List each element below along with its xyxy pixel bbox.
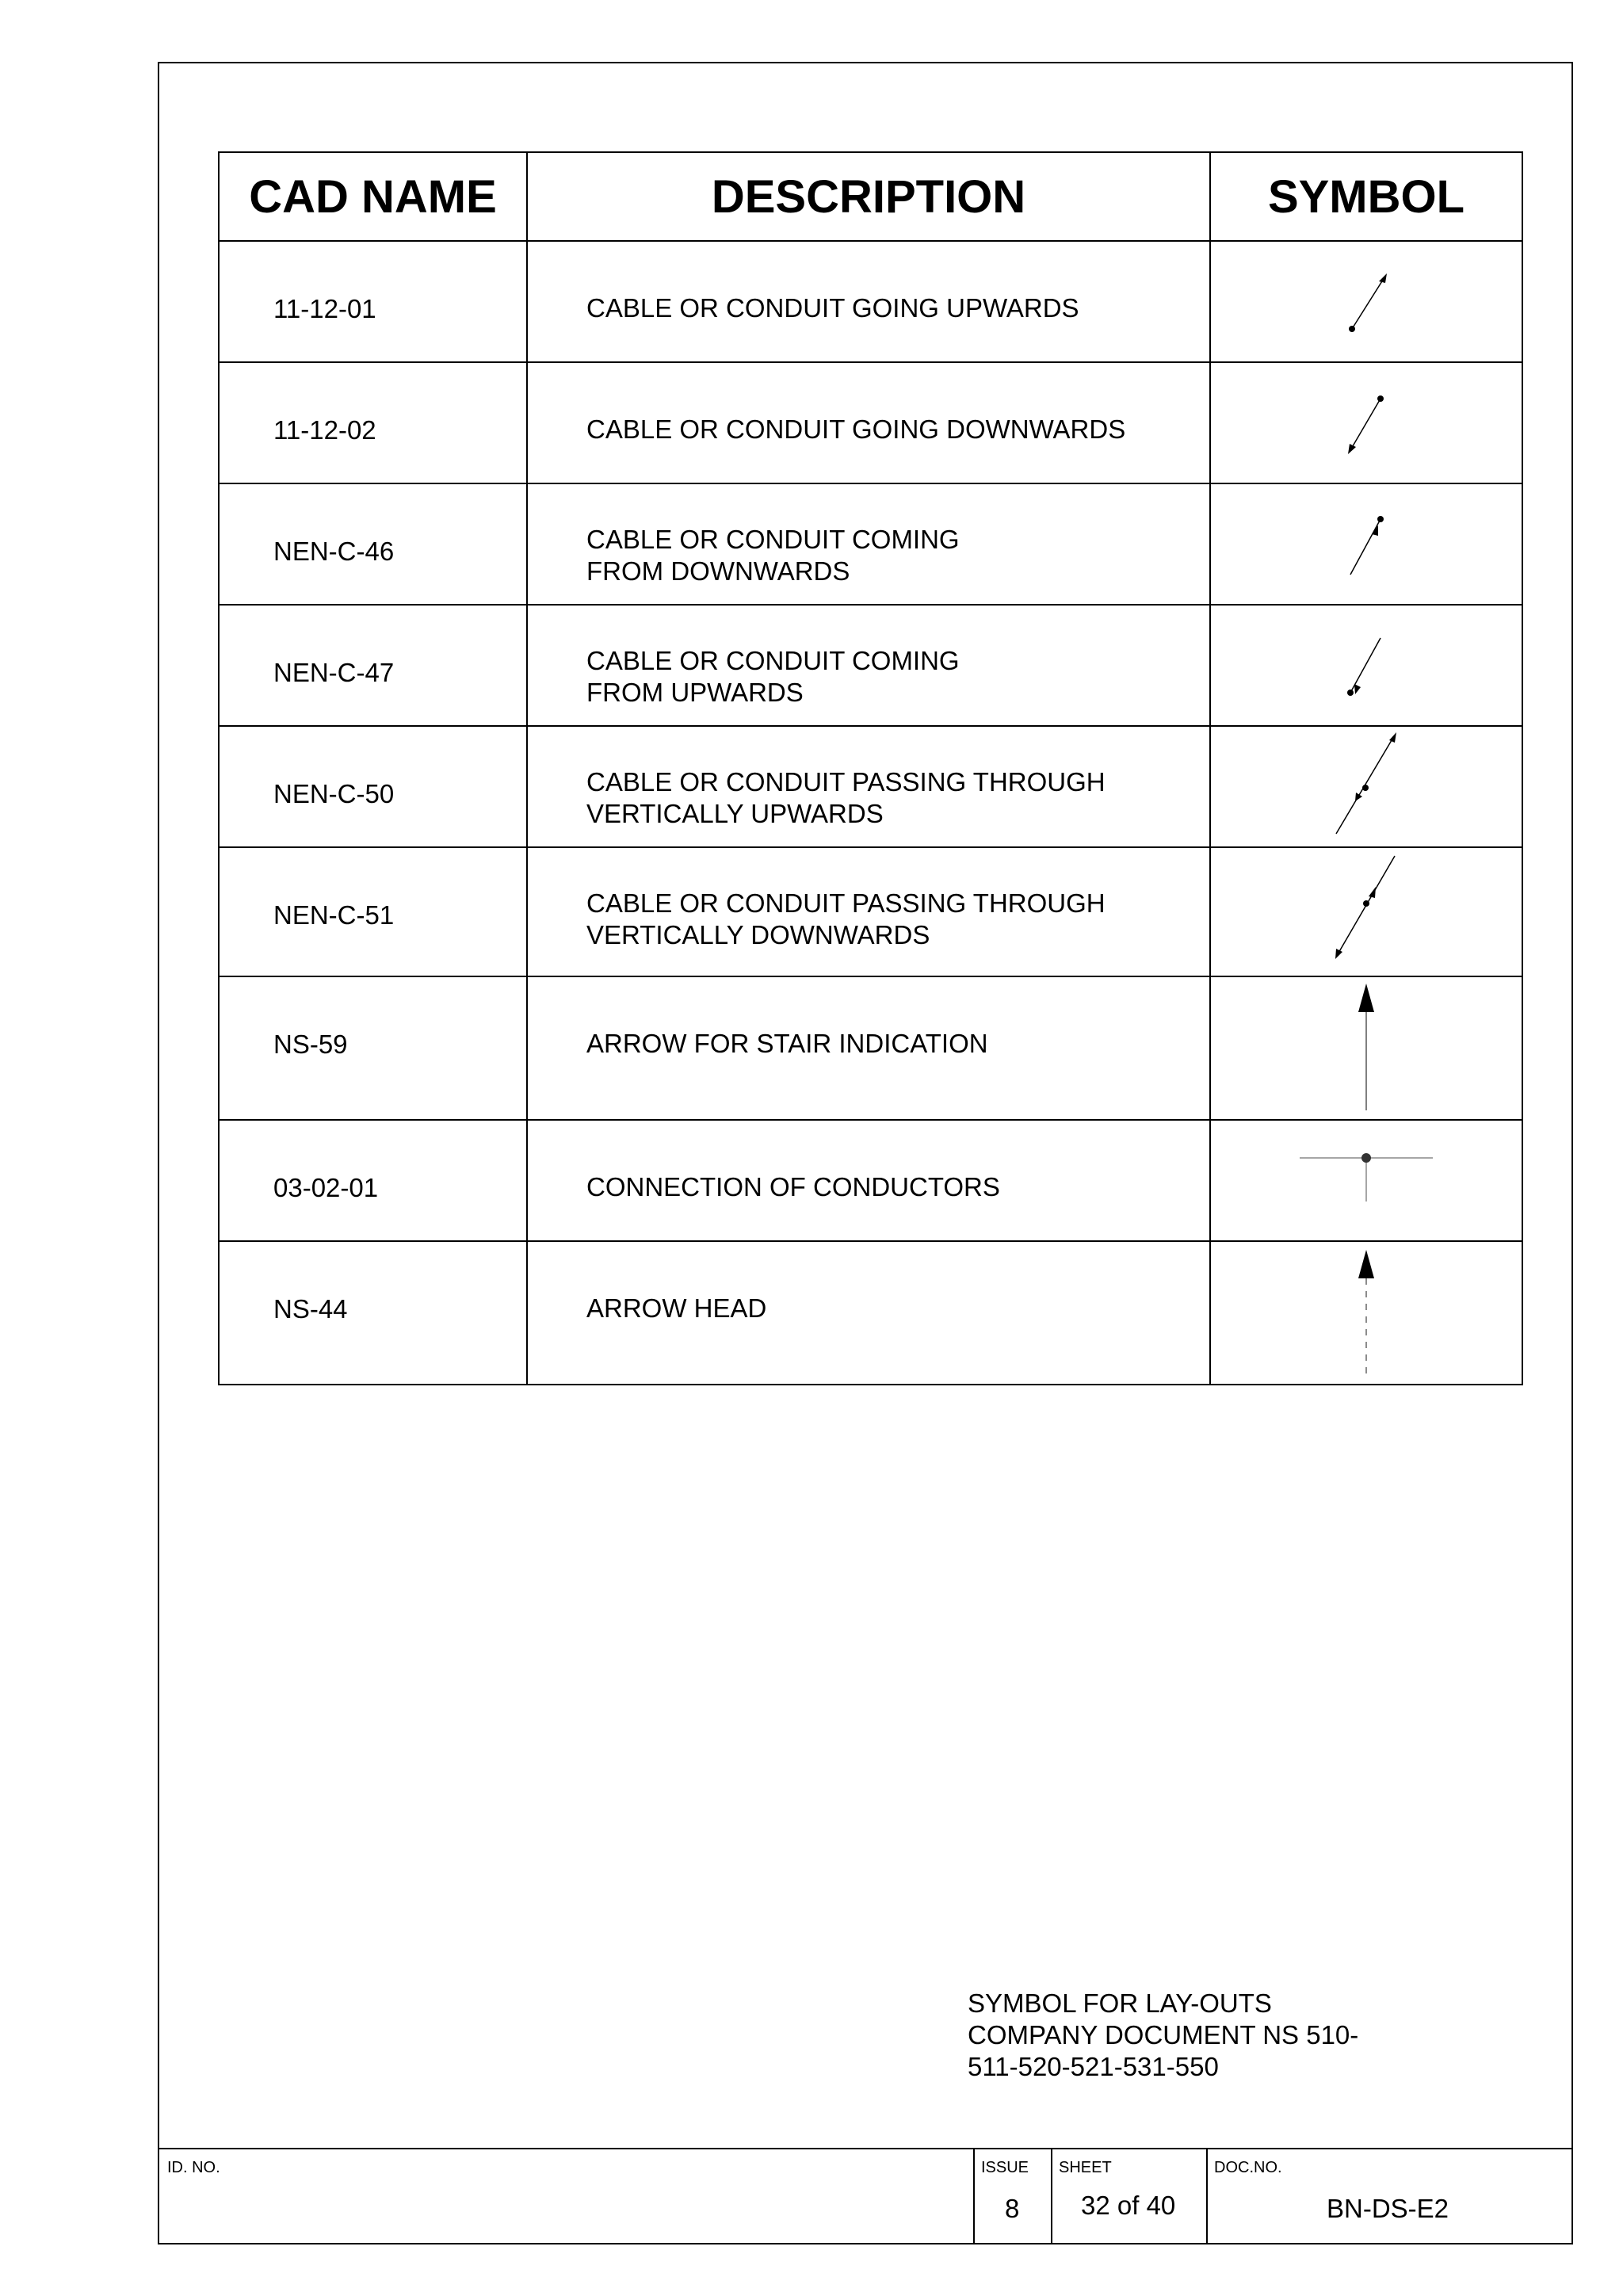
symbol-table [218, 151, 1523, 1385]
description-text: CABLE OR CONDUIT GOING UPWARDS [586, 293, 1079, 323]
cad-name-cell: NEN-C-47 [219, 605, 527, 726]
cable-upwards-icon [1211, 242, 1522, 363]
title-block-strip [158, 2148, 1573, 2244]
table-row [219, 1120, 1522, 1241]
conductor-connection-icon [1211, 1121, 1522, 1242]
cad-name-cell: NEN-C-51 [219, 847, 527, 976]
cad-name-cell: 03-02-01 [219, 1120, 527, 1241]
description-cell [527, 605, 1210, 726]
description-cell [527, 483, 1210, 605]
issue-cell [973, 2149, 1051, 2244]
symbol-cell [1210, 483, 1522, 605]
header-description: DESCRIPTION [527, 152, 1210, 241]
table-row [219, 483, 1522, 605]
sheet-cell [1051, 2149, 1206, 2244]
description-cell [527, 362, 1210, 483]
description-text: CABLE OR CONDUIT GOING DOWNWARDS [586, 415, 1126, 444]
table-row [219, 362, 1522, 483]
table-row [219, 605, 1522, 726]
description-cell [527, 847, 1210, 976]
header-symbol: SYMBOL [1210, 152, 1522, 241]
table-row [219, 847, 1522, 976]
cable-downwards-icon [1211, 363, 1522, 484]
header-cad-name: CAD NAME [219, 152, 527, 241]
table-row [219, 976, 1522, 1120]
description-text: CABLE OR CONDUIT PASSING THROUGH VERTICALLY UPWARDS [586, 767, 1106, 828]
symbol-cell [1210, 1241, 1522, 1385]
description-text: CABLE OR CONDUIT PASSING THROUGH VERTICALLY DOWNWARDS [586, 888, 1106, 949]
description-text: ARROW HEAD [586, 1293, 767, 1323]
description-text: CABLE OR CONDUIT COMING FROM UPWARDS [586, 646, 960, 707]
doc-no-label: DOC.NO. [1214, 2159, 1282, 2176]
doc-no-value: BN-DS-E2 [1327, 2194, 1449, 2223]
symbol-cell [1210, 605, 1522, 726]
description-cell [527, 1241, 1210, 1385]
description-text: CONNECTION OF CONDUCTORS [586, 1172, 1000, 1201]
id-no-label: ID. NO. [167, 2159, 220, 2176]
stair-arrow-icon [1211, 977, 1522, 1121]
description-cell [527, 1120, 1210, 1241]
cable-passing-upwards-icon [1211, 727, 1522, 848]
symbol-cell [1210, 847, 1522, 976]
symbol-cell [1210, 1120, 1522, 1241]
arrow-head-icon [1211, 1242, 1522, 1385]
table-row [219, 1241, 1522, 1385]
document-title: SYMBOL FOR LAY-OUTS COMPANY DOCUMENT NS 510- 511-520-521-531-550 [968, 1988, 1359, 2081]
symbol-cell [1210, 362, 1522, 483]
description-cell [527, 241, 1210, 362]
table-row [219, 726, 1522, 847]
cable-passing-downwards-icon [1211, 848, 1522, 977]
cable-from-downwards-icon [1211, 484, 1522, 606]
description-text: CABLE OR CONDUIT COMING FROM DOWNWARDS [586, 525, 960, 586]
doc-no-cell [1206, 2149, 1571, 2244]
cad-name-cell: NEN-C-46 [219, 483, 527, 605]
cad-name-cell: NEN-C-50 [219, 726, 527, 847]
cad-name-cell: NS-59 [219, 976, 527, 1120]
sheet-value: 32 of 40 [1081, 2191, 1176, 2220]
cad-name-cell: 11-12-01 [219, 241, 527, 362]
description-cell [527, 976, 1210, 1120]
cable-from-upwards-icon [1211, 606, 1522, 727]
symbol-cell [1210, 241, 1522, 362]
sheet-label: SHEET [1059, 2159, 1112, 2176]
table-row [219, 241, 1522, 362]
description-text: ARROW FOR STAIR INDICATION [586, 1029, 988, 1058]
cad-name-cell: NS-44 [219, 1241, 527, 1385]
table-header-row [219, 152, 1522, 241]
cad-name-cell: 11-12-02 [219, 362, 527, 483]
issue-value: 8 [1005, 2194, 1020, 2223]
symbol-cell [1210, 726, 1522, 847]
issue-label: ISSUE [981, 2159, 1029, 2176]
symbol-cell [1210, 976, 1522, 1120]
description-cell [527, 726, 1210, 847]
